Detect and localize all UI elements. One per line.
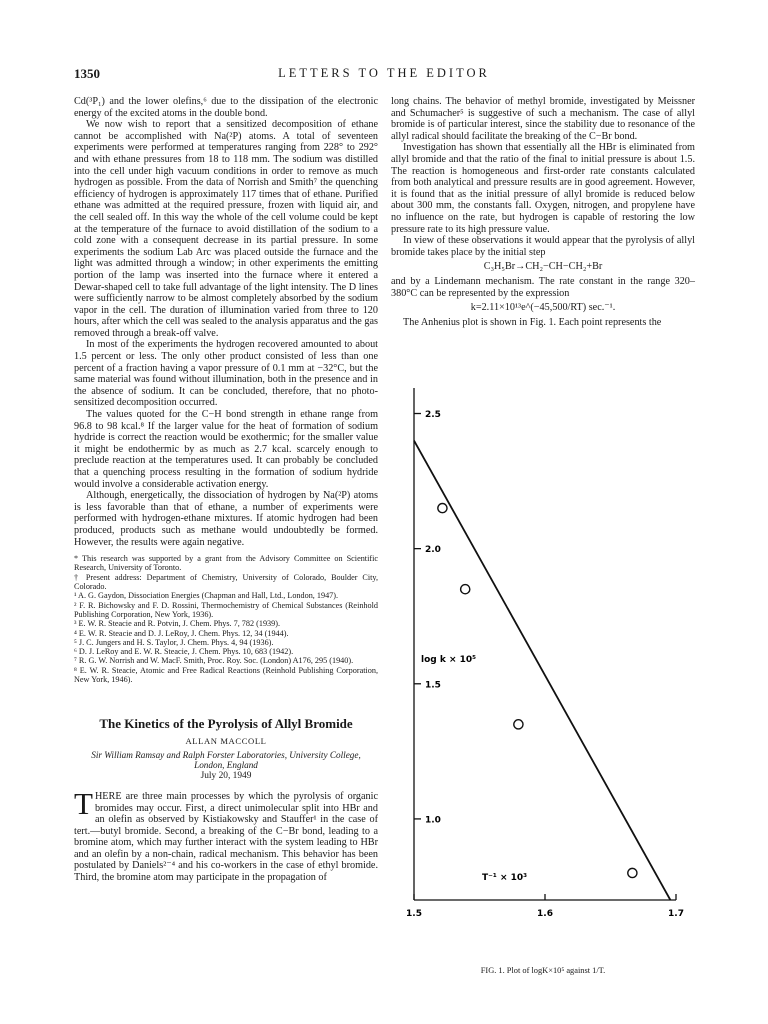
x-axis-label: T⁻¹ × 10³: [482, 873, 528, 883]
body-paragraph: In most of the experiments the hydrogen recovered amounted to about 1.5 percent or less. The only other product consisted of less than one percent of a fraction having a vapor pressure of 0.1 mm at −32°C, but the same material was found without illumination, both in the presence and in the absence of sodium. It can be concluded, therefore, that no photo-sensitized decomposition occurred.: [74, 339, 378, 409]
article-paragraph-text: HERE are three main processes by which the pyrolysis of organic bromides may occur. First, a direct unimolecular split into HBr and an olefin as observed by Kistiakowsky and Stauffer¹ in the case of tert.—butyl bromide. Second, a breaking of the C−Br bond, leading to a bromine atom, which may further interact with the system leading to HBr and an olefin by a non-chain, radical mechanism. This behavior has been postulated by Daniels²⁻⁴ and his co-workers in the case of ethyl bromide. Third, the bromine atom may participate in the propagation of: [74, 790, 378, 884]
y-ticks: [414, 410, 441, 825]
body-paragraph: and by a Lindemann mechanism. The rate constant in the range 320–380°C can be represented by the expression: [391, 275, 695, 299]
data-point: [514, 720, 523, 729]
footnote: ³ E. W. R. Steacie and R. Potvin, J. Chem. Phys. 7, 782 (1939).: [74, 619, 281, 629]
footnote: ⁵ J. C. Jungers and H. S. Taylor, J. Chem. Phys. 4, 94 (1936).: [74, 637, 274, 647]
data-points: [438, 504, 637, 878]
article-title: The Kinetics of the Pyrolysis of Allyl Bromide: [99, 716, 353, 732]
footnote: ⁶ D. J. LeRoy and E. W. R. Steacie, J. Chem. Phys. 10, 683 (1942).: [74, 647, 294, 657]
affiliation-line: London, England: [194, 759, 258, 770]
x-tick-label: 1.6: [537, 909, 553, 919]
body-paragraph: Investigation has shown that essentially all the HBr is eliminated from allyl bromide and that the ratio of the final to initial pressure is about 1.5. The reaction is homogeneous and first-order rate constants calculated from both analytical and pressure results are in good agreement. However, it is found that as the initial pressure of allyl bromide is reduced below about 300 mm, the constants fall. Oxygen, nitrogen, and propylene have no influence on the rate, but hydrogen is capable of restoring the low pressure rate to its high pressure value.: [391, 142, 695, 235]
article-date: July 20, 1949: [200, 771, 252, 782]
footnote: ⁸ E. W. R. Steacie, Atomic and Free Radical Reactions (Reinhold Publishing Corporation, New York, 1946).: [74, 665, 378, 685]
x-tick-label: 1.7: [668, 909, 684, 919]
body-paragraph: Although, energetically, the dissociation of hydrogen by Na(²P) atoms is less favorable than that of ethane, a number of experiments were performed with hydrogen-ethane mixtures. If atomic hydrogen had been produced, products such as methane would undoubtedly be formed. However, the results were again negative.: [74, 490, 378, 548]
y-tick-label: 2.0: [425, 545, 441, 556]
figure-caption: FIG. 1. Plot of logK×10⁵ against 1/T.: [480, 966, 606, 975]
footnote: ¹ A. G. Gaydon, Dissociation Energies (Chapman and Hall, Ltd., London, 1947).: [74, 591, 339, 601]
affiliation-line: Sir William Ramsay and Ralph Forster Laboratories, University College,: [91, 749, 361, 760]
y-tick-label: 1.0: [425, 815, 441, 826]
article-affiliation: [74, 750, 378, 771]
data-point: [628, 868, 637, 877]
data-point: [438, 504, 447, 513]
body-paragraph: We now wish to report that a sensitized decomposition of ethane cannot be accomplished with Na(²P) atoms. A total of seventeen experiments were performed at temperatures ranging from 228° to 292° and with ethane pressures from 18 to 118 mm. The sodium was distilled into the cell under high vacuum conditions in order to remove as much hydrogen as possible. From the data of Norrish and Smith⁷ the quenching efficiency of hydrogen is approximately 117 times that of ethane. Purified ethane was admitted at the required pressure, frozen with liquid air, and the cell sealed off. In this way the whole of the cell volume could be kept at the temperature of the furnace to avoid distillation of the sodium to a cold zone with a consequent decrease in its partial pressure. In some experiments the sodium Lab Arc was placed outside the furnace and the light was admitted through a window; in other experiments the emitting portion of the lamp was inserted into the furnace where it entered a Dewar-shaped cell to take full advantage of the light intensity. The D lines were sufficiently narrow to be almost completely absorbed by the sodium vapor in the cell. The duration of illumination varied from three to 120 hours, after which the cell was sealed to the analysis apparatus and the gas removed through a break-off valve.: [74, 119, 378, 339]
footnote: ⁴ E. W. R. Steacie and D. J. LeRoy, J. Chem. Phys. 12, 34 (1944).: [74, 628, 289, 638]
fit-line-group: [414, 441, 670, 900]
x-tick-label: 1.5: [406, 909, 422, 919]
footnotes: [74, 554, 378, 684]
footnote: † Present address: Department of Chemistry, University of Colorado, Boulder City, Colorado.: [74, 572, 378, 592]
footnote: ⁷ R. G. W. Norrish and W. MacF. Smith, Proc. Roy. Soc. (London) A176, 295 (1940).: [74, 656, 354, 666]
y-tick-label: 2.5: [425, 410, 441, 421]
right-column: [391, 96, 695, 328]
plot-axes: [414, 388, 676, 900]
body-paragraph: The Anhenius plot is shown in Fig. 1. Each point represents the: [403, 316, 662, 328]
running-title: LETTERS TO THE EDITOR: [278, 66, 490, 80]
drop-cap: T: [74, 785, 93, 821]
page-header: [74, 66, 694, 84]
body-paragraph: The values quoted for the C−H bond strength in ethane range from 96.8 to 98 kcal.⁸ If the larger value for the heat of formation of sodium hydride is correct the reaction would be exothermic; for the smaller value it might be endothermic by as much as 2.7 kcal. scarcely enough to preclude reaction at the temperatures used. It can probably be concluded that a quenching process resulting in the formation of sodium hydride would involve a considerable activation energy.: [74, 409, 378, 490]
article-author: ALLAN MACCOLL: [185, 735, 267, 746]
left-column: [74, 96, 378, 884]
footnote: * This research was supported by a grant from the Advisory Committee on Scientific Research, University of Toronto.: [74, 554, 378, 573]
fit-line: [414, 441, 670, 900]
x-ticks: [406, 894, 684, 919]
data-point: [461, 585, 470, 594]
body-paragraph: In view of these observations it would appear that the pyrolysis of allyl bromide takes place by the initial step: [391, 235, 695, 258]
y-axis-label: log k × 10⁵: [421, 655, 477, 665]
body-paragraph: long chains. The behavior of methyl bromide, investigated by Meissner and Schumacher⁵ is suggestive of such a mechanism. The case of allyl bromide is of particular interest, since the stability due to resonance of the allyl radical should facilitate the breaking of the C−Br bond.: [391, 96, 695, 142]
equation-rate-constant: k=2.11×10¹³e^(−45,500/RT) sec.⁻¹.: [470, 302, 616, 314]
footnote: ² F. R. Bichowsky and F. D. Rossini, Thermochemistry of Chemical Substances (Reinhold Publishing Corporation, New York, 1936).: [74, 600, 378, 619]
page-number: 1350: [74, 66, 100, 81]
equation-initial-step: C₃H₅Br→CH₂−CH−CH₂+Br: [483, 261, 603, 273]
body-paragraph: Cd(³P₁) and the lower olefins,⁶ due to the dissipation of the electronic energy of the excited atoms in the double bond.: [74, 96, 378, 119]
plot-svg: [391, 380, 695, 970]
article-first-paragraph: [74, 785, 378, 884]
arrhenius-plot: [391, 380, 695, 980]
y-tick-label: 1.5: [425, 680, 441, 691]
